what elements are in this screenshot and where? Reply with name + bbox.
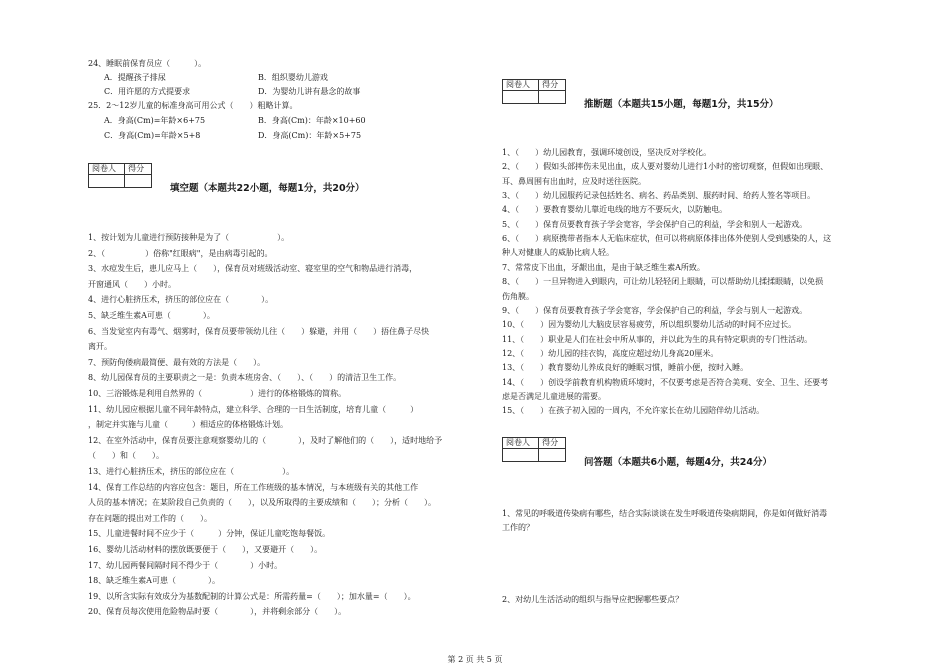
judgment-question-line: 12、（ ）幼儿园的挂衣钩，高度应超过幼儿身高20厘米。 (502, 348, 719, 358)
fill-blank-question-line: 10、三浴锻炼是利用自然界的（ ）进行的体格锻炼的简称。 (88, 389, 347, 398)
judgment-question-line: 14、（ ）创设学前教育机构物质环境时，不仅要考虑是否符合美观、安全、卫生、还要考 (502, 377, 829, 387)
judgment-question-line: 7、常常皮下出血，牙龈出血，是由于缺乏维生素A所致。 (502, 262, 705, 272)
question-25-stem: 25．2～12岁儿童的标准身高可用公式（ ）粗略计算。 (88, 101, 298, 110)
fill-blank-question-line: 存在问题的提出对工作的（ ）。 (88, 513, 212, 523)
question-24-options-row1 (104, 72, 328, 83)
qa-question-2: 2、对幼儿生活活动的组织与指导应把握哪些要点？ (502, 595, 684, 604)
fill-blank-question-line: 11、幼儿园应根据儿童不同年龄特点，建立科学、合理的一日生活制度，培育儿童（ ） (88, 404, 419, 414)
score-cell (539, 449, 566, 462)
judgment-question-line: 11、（ ）职业是人们在社会中所从事的，并以此为生的具有特定职责的专门性活动。 (502, 334, 813, 344)
judgment-question-line: 15、（ ）在孩子初入园的一周内，不允许家长在幼儿园陪伴幼儿活动。 (502, 406, 765, 416)
question-24-stem: 24、睡眠前保育员应（ ）。 (88, 59, 207, 68)
fill-blank-question-line: 18、缺乏维生素A可患（ ）。 (88, 576, 220, 586)
question-25-option-d: D．身高(Cm)：年龄×5+75 (258, 131, 362, 140)
fill-blank-question-line: 1、按计划为儿童进行预防接种是为了（ ）。 (88, 233, 290, 242)
fill-blank-question-line: 20、保育员每次使用危险物品时要（ ），并将剩余部分（ ）。 (88, 607, 347, 617)
question-25-option-a: A．身高(Cm)=年龄×6+75 (104, 116, 206, 125)
question-24-option-d: D．为婴幼儿讲有悬念的故事 (258, 87, 361, 96)
reviewer-cell (503, 449, 539, 462)
fill-blank-question-line: 12、在室外活动中，保育员要注意观察婴幼儿的（ ），及时了解他们的（ ），适时地给予 (88, 435, 443, 445)
judgment-question-line: 耳、鼻周围有出血时，应及时送往医院。 (502, 176, 646, 186)
judgment-question-line: 种人对健康人的威胁比病人轻。 (502, 248, 614, 258)
score-box-reviewer-label: 阅卷人 (503, 80, 539, 91)
fill-blank-question-line: 14、保育工作总结的内容应包含：题目，所在工作班级的基本情况，与本班级有关的其他工作 (88, 482, 419, 492)
question-25-options-row2 (104, 130, 362, 141)
judgment-score-box (502, 79, 566, 104)
judgment-section-title: 推断题（本题共15小题，每题1分，共15分） (584, 99, 779, 110)
question-25-option-b: B．身高(Cm)：年龄×10+60 (258, 116, 366, 125)
fill-blank-question-line: 4、进行心脏挤压术，挤压的部位应在（ ）。 (88, 295, 274, 305)
fill-blank-question-line: 开窗通风（ ）小时。 (88, 279, 176, 289)
score-box-reviewer-label: 阅卷人 (503, 438, 539, 449)
fill-blank-question-line: 19、以所含实际有效成分为基数配制的计算公式是：所需药量=（ ）；加水量=（ ）。 (88, 591, 416, 601)
fill-blank-question-line: 13、进行心脏挤压术，挤压的部位应在（ ）。 (88, 467, 295, 476)
qa-section-title: 问答题（本题共6小题，每题4分，共24分） (584, 457, 772, 468)
fill-blank-question-line: ，制定并实施与儿童（ ）相适应的体格锻炼计划。 (88, 420, 288, 430)
fill-blank-question-line: 3、水痘发生后，患儿应马上（ ），保育员对班级活动室、寝室里的空气和物品进行消毒， (88, 264, 418, 274)
qa-question-1-line1: 1、常见的呼吸道传染病有哪些，结合实际谈谈在发生呼吸道传染病期间，你是如何做好消毒 (502, 509, 828, 518)
page-footer: 第 2 页 共 5 页 (447, 655, 503, 664)
fill-blank-question-line: 15、儿童进餐时间不应少于（ ）分钟，保证儿童吃饱每餐饭。 (88, 529, 331, 539)
qa-question-1-line2: 工作的？ (502, 523, 534, 532)
question-24-option-b: B．组织婴幼儿游戏 (258, 73, 328, 82)
fill-blank-question-line: 8、幼儿园保育员的主要职责之一是：负责本班房舍、（ ）、（ ）的清洁卫生工作。 (88, 373, 402, 383)
reviewer-cell (89, 175, 125, 188)
fill-blank-question-line: 离开。 (88, 342, 112, 352)
question-24-option-a: A．提醒孩子排尿 (104, 73, 166, 82)
fill-blank-question-line: 人员的基本情况；在某阶段自己负责的（ ），以及所取得的主要成绩和（ ）；分析（ ）。 (88, 498, 436, 508)
fill-blank-question-line: 7、预防佝偻病最简便、最有效的方法是（ ）。 (88, 357, 266, 367)
judgment-question-line: 虑是否满足儿童进展的需要。 (502, 391, 606, 401)
fill-blank-question-line: 5、缺乏维生素A可患（ ）。 (88, 311, 215, 320)
judgment-question-line: 5、（ ）保育员要教育孩子学会宽容，学会保护自己的利益，学会和别人一起游戏。 (502, 219, 808, 229)
judgment-question-line: 3、（ ）幼儿园服药记录包括姓名、病名、药品类别、服药时间、给药人签名等项目。 (502, 191, 816, 201)
judgment-question-line: 2、（ ）假如头部摔伤未见出血，成人要对婴幼儿进行1小时的密切观察，但假如出现眼、 (502, 162, 829, 172)
judgment-question-line: 4、（ ）要教育婴幼儿靠近电线的地方不要玩火，以防触电。 (502, 205, 728, 215)
judgment-question-line: 8、（ ）一旦异物进入到眼内，可让幼儿轻轻闭上眼睛，可以帮助幼儿揉揉眼睛，以免损 (502, 277, 824, 287)
qa-score-box (502, 437, 566, 462)
reviewer-cell (503, 91, 539, 104)
question-24-options-row2 (104, 86, 361, 97)
question-24-option-c: C．用许愿的方式提要求 (104, 87, 191, 96)
fill-blank-score-box (88, 163, 152, 188)
fill-blank-question-line: （ ）和（ ）。 (88, 451, 164, 461)
fill-blank-question-line: 6、当发觉室内有毒气、烟雾时，保育员要带领幼儿往（ ）躲避，并用（ ）捂住鼻子尽快 (88, 326, 430, 336)
score-box-reviewer-label: 阅卷人 (89, 164, 125, 175)
fill-blank-question-line: 16、婴幼儿活动材料的摆放既要便于（ ），又要避开（ ）。 (88, 545, 323, 554)
fill-blank-question-line: 2、（ ）俗称"红眼病"，是由病毒引起的。 (88, 248, 273, 258)
score-box-score-label: 得分 (539, 438, 566, 449)
judgment-question-line: 13、（ ）教育婴幼儿养成良好的睡眠习惯，睡前小便，按时入睡。 (502, 363, 749, 373)
score-cell (125, 175, 152, 188)
score-box-score-label: 得分 (539, 80, 566, 91)
question-25-options-row1 (104, 115, 366, 126)
judgment-question-line: 9、（ ）保育员要教育孩子学会宽容，学会保护自己的利益，学会与别人一起游戏。 (502, 305, 808, 315)
judgment-question-line: 6、（ ）病原携带者指本人无临床症状，但可以将病原体排出体外使别人受到感染的人，这 (502, 234, 832, 244)
judgment-question-line: 1、（ ）幼儿园教育，强调环境创设，坚决反对学校化。 (502, 148, 712, 157)
judgment-question-line: 10、（ ）因为婴幼儿大脑皮层容易疲劳，所以组织婴幼儿活动的时间不应过长。 (502, 320, 797, 330)
fill-blank-question-line: 17、幼儿园两餐间隔时间不得少于（ ）小时。 (88, 560, 283, 570)
judgment-question-line: 伤角膜。 (502, 291, 534, 301)
fill-blank-section-title: 填空题（本题共22小题，每题1分，共20分） (170, 183, 365, 194)
score-box-score-label: 得分 (125, 164, 152, 175)
score-cell (539, 91, 566, 104)
question-25-option-c: C．身高(Cm)=年龄×5+8 (104, 131, 201, 140)
